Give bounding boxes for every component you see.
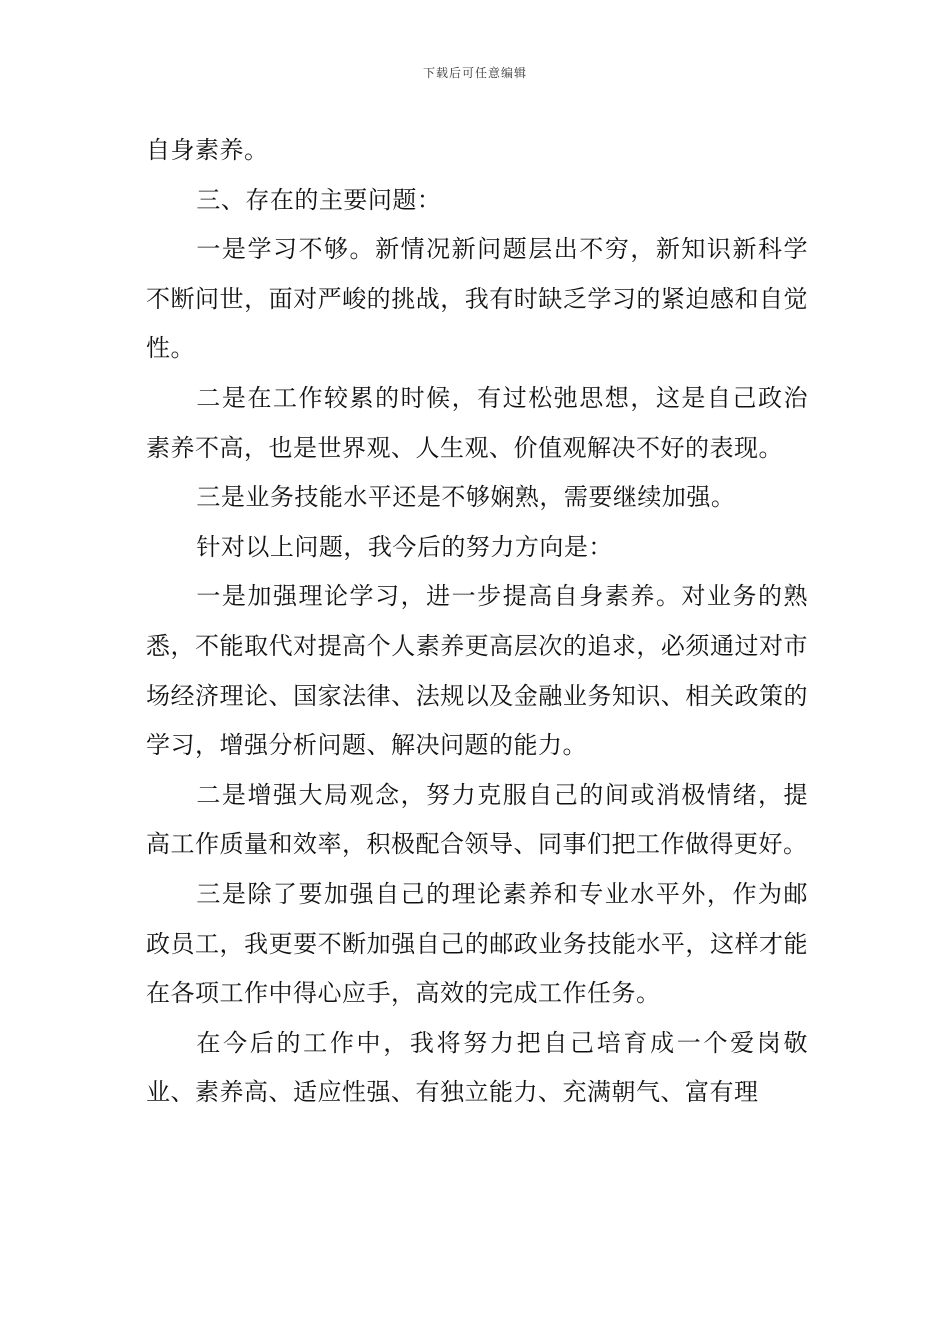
paragraph: 三是除了要加强自己的理论素养和专业水平外，作为邮政员工，我更要不断加强自己的邮政业务技能水平，这样才能在各项工作中得心应手，高效的完成工作任务。: [146, 879, 808, 1008]
paragraph: 三是业务技能水平还是不够娴熟，需要继续加强。: [196, 483, 736, 512]
paragraph: 二是在工作较累的时候，有过松弛思想，这是自己政治素养不高，也是世界观、人生观、价值观解决不好的表现。: [146, 383, 808, 462]
paragraph: 一是学习不够。新情况新问题层出不穷，新知识新科学不断问世，面对严峻的挑战，我有时缺乏学习的紧迫感和自觉性。: [146, 235, 808, 363]
paragraph: 一是加强理论学习，进一步提高自身素养。对业务的熟悉，不能取代对提高个人素养更高层次的追求，必须通过对市场经济理论、国家法律、法规以及金融业务知识、相关政策的学习，增强分析问题、解决问题的能力。: [146, 582, 808, 760]
paragraph: 自身素养。: [146, 136, 269, 164]
document-body: [146, 126, 808, 1118]
paragraph: 二是增强大局观念，努力克服自己的间或消极情绪，提高工作质量和效率，积极配合领导、同事们把工作做得更好。: [146, 780, 808, 859]
paragraph: 在今后的工作中，我将努力把自己培育成一个爱岗敬业、素养高、适应性强、有独立能力、充满朝气、富有理: [146, 1028, 808, 1107]
page-header: 下载后可任意编辑: [422, 66, 527, 80]
paragraph: 针对以上问题，我今后的努力方向是：: [196, 532, 613, 561]
section-heading: 三、存在的主要问题：: [196, 185, 442, 214]
